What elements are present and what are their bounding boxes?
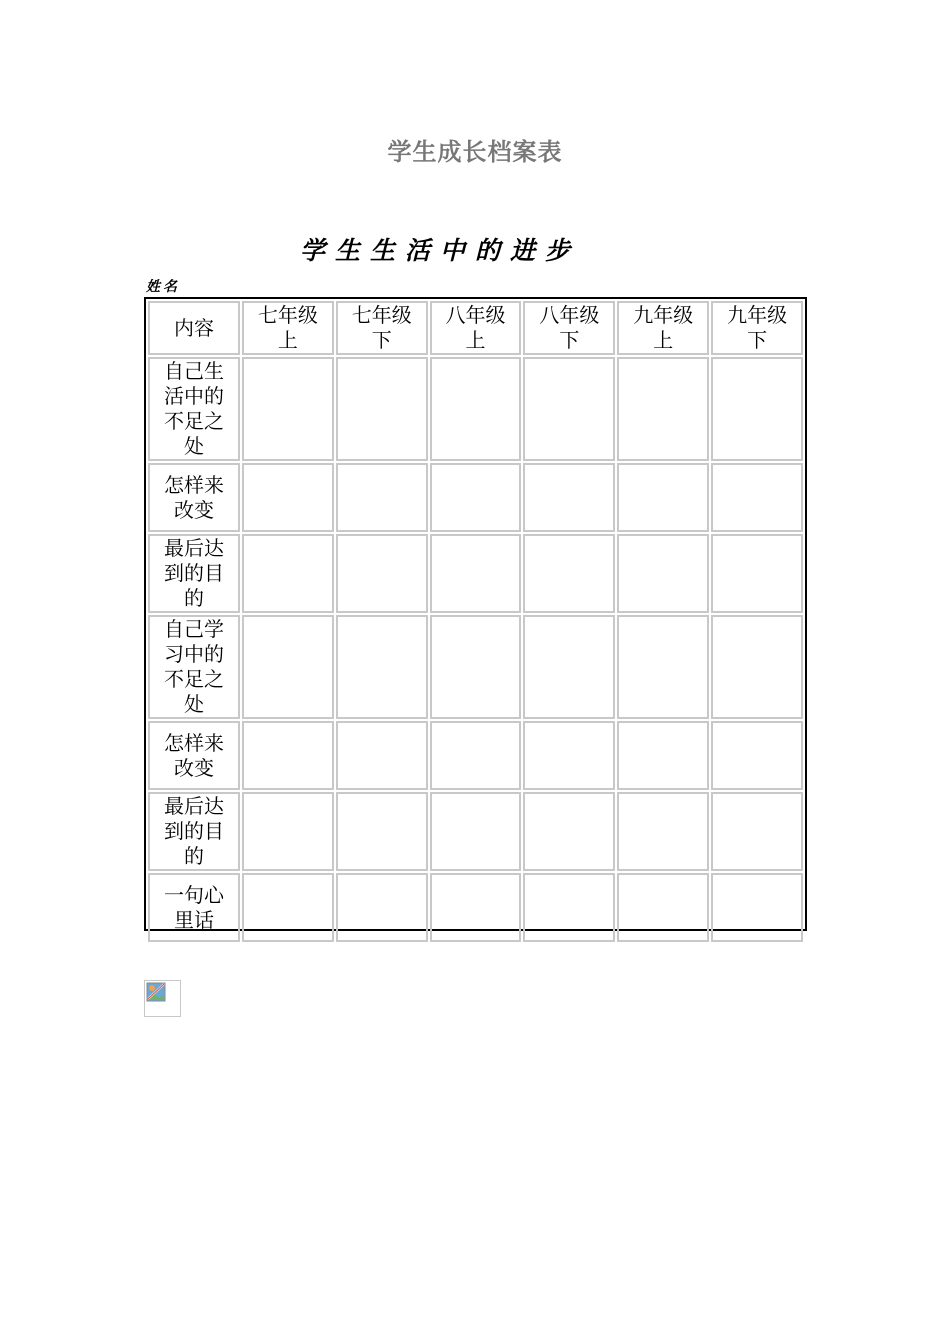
entry-cell[interactable] — [430, 534, 522, 613]
growth-record-table — [144, 297, 807, 931]
broken-image-icon — [144, 980, 181, 1017]
entry-cell[interactable] — [336, 792, 428, 871]
entry-cell[interactable] — [523, 534, 615, 613]
entry-cell[interactable] — [711, 463, 803, 532]
entry-cell[interactable] — [336, 534, 428, 613]
entry-cell[interactable] — [430, 721, 522, 790]
growth-table — [146, 299, 805, 944]
entry-cell[interactable] — [617, 463, 709, 532]
entry-cell[interactable] — [711, 534, 803, 613]
entry-cell[interactable] — [711, 357, 803, 461]
section-title: 学生生活中的进步 — [299, 236, 580, 265]
entry-cell[interactable] — [242, 357, 334, 461]
entry-cell[interactable] — [336, 463, 428, 532]
row-label: 最后达到的目的 — [148, 534, 240, 613]
table-header-row — [148, 301, 803, 355]
entry-cell[interactable] — [617, 721, 709, 790]
table-row — [148, 873, 803, 942]
entry-cell[interactable] — [617, 792, 709, 871]
header-cell-grade7-first: 七年级上 — [242, 301, 334, 355]
entry-cell[interactable] — [242, 534, 334, 613]
entry-cell[interactable] — [242, 873, 334, 942]
row-label: 自己学习中的不足之处 — [148, 615, 240, 719]
entry-cell[interactable] — [711, 792, 803, 871]
entry-cell[interactable] — [523, 792, 615, 871]
header-cell-grade8-second: 八年级下 — [523, 301, 615, 355]
entry-cell[interactable] — [617, 615, 709, 719]
entry-cell[interactable] — [336, 721, 428, 790]
entry-cell[interactable] — [242, 615, 334, 719]
row-label: 怎样来改变 — [148, 463, 240, 532]
header-cell-grade7-second: 七年级下 — [336, 301, 428, 355]
entry-cell[interactable] — [430, 463, 522, 532]
entry-cell[interactable] — [430, 873, 522, 942]
entry-cell[interactable] — [711, 721, 803, 790]
entry-cell[interactable] — [242, 792, 334, 871]
name-label: 姓名 — [146, 279, 180, 295]
entry-cell[interactable] — [523, 615, 615, 719]
table-row — [148, 721, 803, 790]
entry-cell[interactable] — [617, 534, 709, 613]
header-cell-grade9-first: 九年级上 — [617, 301, 709, 355]
table-row — [148, 534, 803, 613]
entry-cell[interactable] — [430, 357, 522, 461]
entry-cell[interactable] — [523, 721, 615, 790]
header-cell-grade9-second: 九年级下 — [711, 301, 803, 355]
row-label: 怎样来改变 — [148, 721, 240, 790]
header-cell-content: 内容 — [148, 301, 240, 355]
header-cell-grade8-first: 八年级上 — [430, 301, 522, 355]
entry-cell[interactable] — [336, 357, 428, 461]
row-label: 一句心里话 — [148, 873, 240, 942]
entry-cell[interactable] — [336, 873, 428, 942]
entry-cell[interactable] — [523, 463, 615, 532]
entry-cell[interactable] — [523, 873, 615, 942]
row-label: 自己生活中的不足之处 — [148, 357, 240, 461]
entry-cell[interactable] — [430, 792, 522, 871]
entry-cell[interactable] — [523, 357, 615, 461]
row-label: 最后达到的目的 — [148, 792, 240, 871]
entry-cell[interactable] — [430, 615, 522, 719]
table-row — [148, 792, 803, 871]
entry-cell[interactable] — [617, 873, 709, 942]
entry-cell[interactable] — [242, 721, 334, 790]
document-title: 学生成长档案表 — [387, 138, 563, 166]
entry-cell[interactable] — [617, 357, 709, 461]
table-row — [148, 463, 803, 532]
table-row — [148, 615, 803, 719]
table-row — [148, 357, 803, 461]
entry-cell[interactable] — [242, 463, 334, 532]
entry-cell[interactable] — [711, 873, 803, 942]
entry-cell[interactable] — [336, 615, 428, 719]
entry-cell[interactable] — [711, 615, 803, 719]
